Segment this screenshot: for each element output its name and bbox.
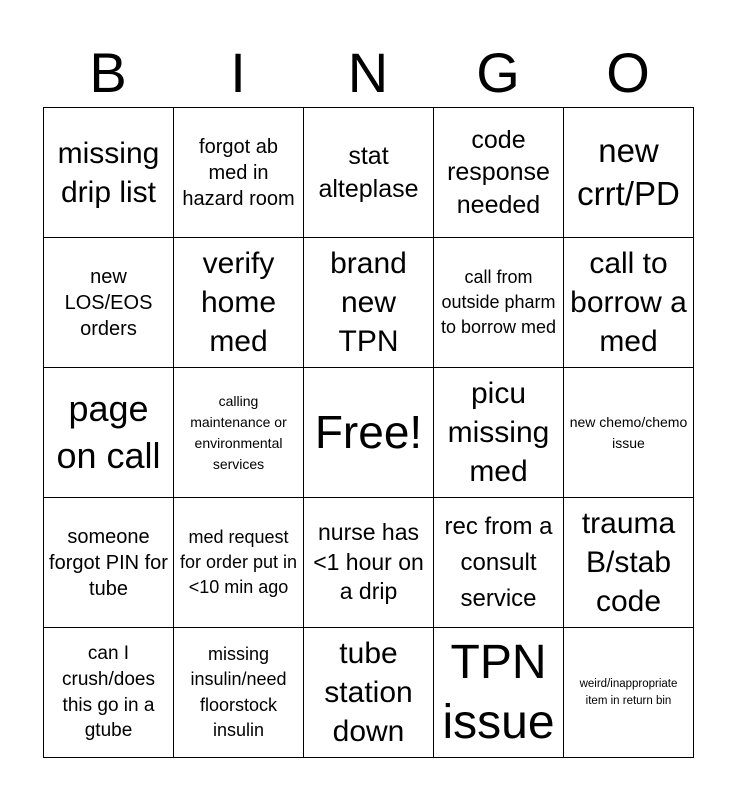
bingo-cell[interactable]: verify home med <box>174 238 304 368</box>
bingo-cell[interactable]: nurse has <1 hour on a drip <box>304 498 434 628</box>
bingo-cell[interactable]: call to borrow a med <box>564 238 694 368</box>
bingo-cell[interactable]: forgot ab med in hazard room <box>174 108 304 238</box>
bingo-cell[interactable]: someone forgot PIN for tube <box>44 498 174 628</box>
header-letter-n: N <box>347 41 389 104</box>
header-letter-o: O <box>606 41 650 104</box>
bingo-cell[interactable]: picu missing med <box>434 368 564 498</box>
bingo-cell[interactable]: code response needed <box>434 108 564 238</box>
bingo-cell[interactable]: new LOS/EOS orders <box>44 238 174 368</box>
bingo-cell[interactable]: med request for order put in <10 min ago <box>174 498 304 628</box>
bingo-cell[interactable]: new chemo/chemo issue <box>564 368 694 498</box>
bingo-cell[interactable]: page on call <box>44 368 174 498</box>
header-letter-b: B <box>89 41 127 104</box>
bingo-cell[interactable]: missing drip list <box>44 108 174 238</box>
bingo-cell[interactable]: calling maintenance or environmental services <box>174 368 304 498</box>
bingo-card <box>43 107 694 758</box>
bingo-cell[interactable]: tube station down <box>304 628 434 758</box>
bingo-cell[interactable]: trauma B/stab code <box>564 498 694 628</box>
bingo-cell[interactable]: call from outside pharm to borrow med <box>434 238 564 368</box>
bingo-cell[interactable]: stat alteplase <box>304 108 434 238</box>
bingo-header <box>43 42 693 104</box>
bingo-cell[interactable]: brand new TPN <box>304 238 434 368</box>
bingo-cell[interactable]: can I crush/does this go in a gtube <box>44 628 174 758</box>
header-letter-g: G <box>476 41 520 104</box>
bingo-cell[interactable]: TPN issue <box>434 628 564 758</box>
bingo-cell[interactable]: rec from a consult service <box>434 498 564 628</box>
bingo-cell[interactable]: weird/inappropriate item in return bin <box>564 628 694 758</box>
header-letter-i: I <box>230 41 246 104</box>
bingo-cell[interactable]: missing insulin/need floorstock insulin <box>174 628 304 758</box>
free-cell[interactable]: Free! <box>304 368 434 498</box>
bingo-cell[interactable]: new crrt/PD <box>564 108 694 238</box>
